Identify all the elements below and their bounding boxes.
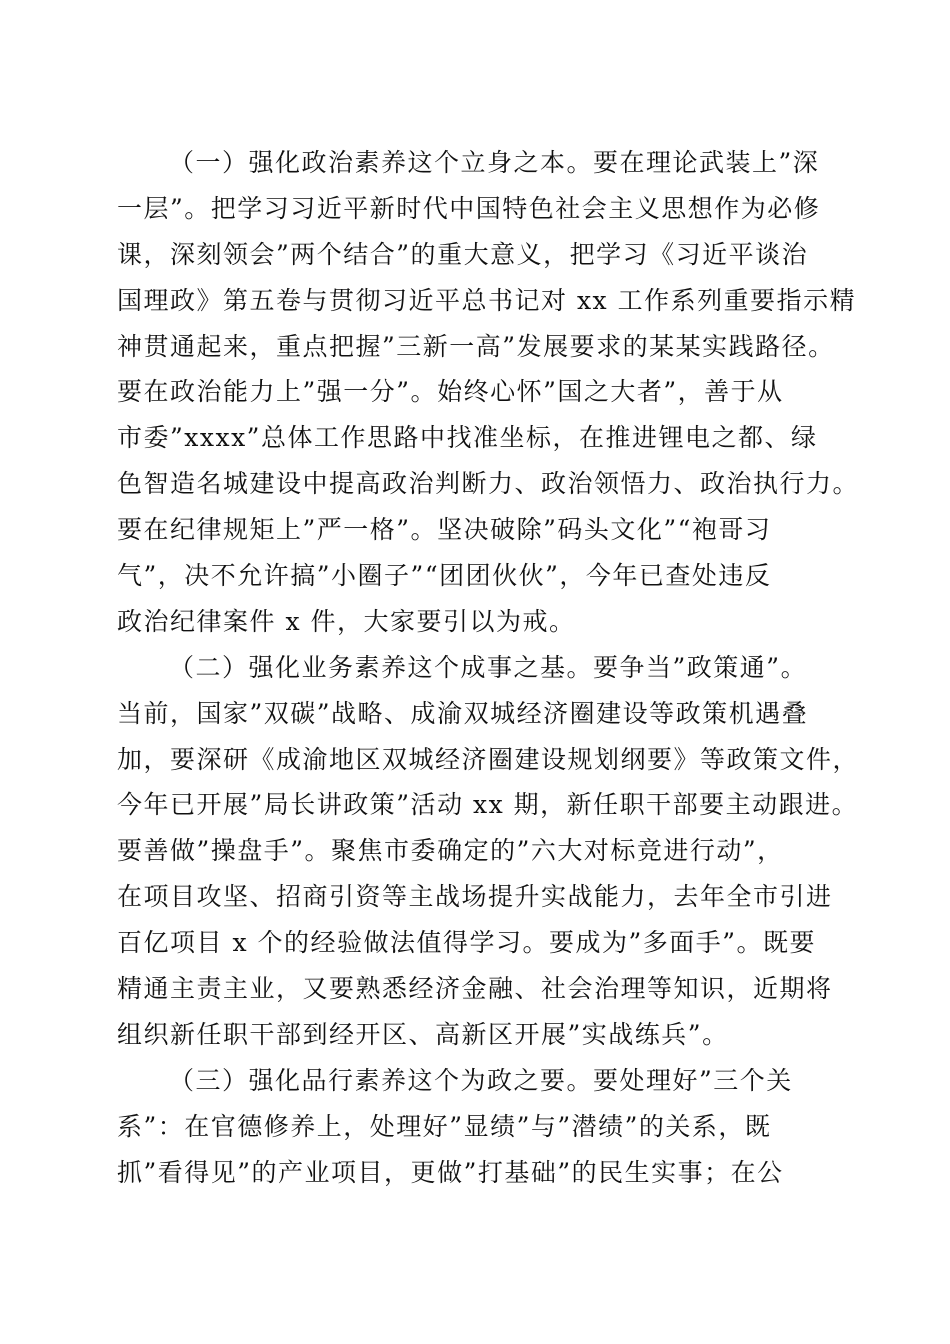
text-line: 政治纪律案件 x 件，大家要引以为戒。 (117, 606, 576, 636)
text-line: 国理政》第五卷与贯彻习近平总书记对 xx 工作系列重要指示精 (117, 285, 857, 315)
text-line: 当前，国家”双碳”战略、成渝双城经济圈建设等政策机遇叠 (117, 698, 809, 728)
text-line: 要善做”操盘手”。聚焦市委确定的”六大对标竞进行动”， (117, 836, 784, 866)
text-line: 系”：在官德修养上，处理好”显绩”与”潜绩”的关系，既 (117, 1111, 772, 1141)
text-line: 在项目攻坚、招商引资等主战场提升实战能力，去年全市引进 (117, 882, 833, 912)
text-line: （一）强化政治素养这个立身之本。要在理论武装上”深 (169, 148, 820, 177)
text-line: 神贯通起来，重点把握”三新一高”发展要求的某某实践路径。 (117, 331, 835, 361)
text-line: 课，深刻领会”两个结合”的重大意义，把学习《习近平谈治 (117, 239, 809, 269)
text-line: 组织新任职干部到经开区、高新区开展”实战练兵”。 (117, 1019, 729, 1049)
document-body (117, 140, 860, 1195)
text-line: 气”，决不允许搞”小圈子”“团团伙伙”，今年已查处违反 (117, 561, 772, 591)
text-line: 色智造名城建设中提高政治判断力、政治领悟力、政治执行力。 (117, 469, 860, 499)
text-line: （二）强化业务素养这个成事之基。要争当”政策通”。 (169, 652, 808, 682)
text-line: 市委”xxxx”总体工作思路中找准坐标，在推进锂电之都、绿 (117, 423, 818, 453)
text-line: （三）强化品行素养这个为政之要。要处理好”三个关 (169, 1065, 793, 1095)
text-line: 百亿项目 x 个的经验做法值得学习。要成为”多面手”。既要 (117, 928, 817, 958)
text-line: 加，要深研《成渝地区双城经济圈建设规划纲要》等政策文件， (117, 744, 860, 774)
paragraph-political-literacy (117, 140, 860, 645)
text-line: 要在政治能力上”强一分”。始终心怀”国之大者”，善于从 (117, 377, 784, 407)
paragraph-moral-literacy (117, 1058, 840, 1196)
text-line: 要在纪律规矩上”严一格”。坚决破除”码头文化”“袍哥习 (117, 515, 772, 545)
paragraph-professional-literacy (117, 645, 860, 1058)
text-line: 抓”看得见”的产业项目，更做”打基础”的民生实事；在公 (117, 1157, 784, 1187)
text-line: 一层”。把学习习近平新时代中国特色社会主义思想作为必修 (117, 193, 821, 223)
text-line: 今年已开展”局长讲政策”活动 xx 期，新任职干部要主动跟进。 (117, 790, 859, 820)
text-line: 精通主责主业，又要熟悉经济金融、社会治理等知识，近期将 (117, 974, 833, 1004)
